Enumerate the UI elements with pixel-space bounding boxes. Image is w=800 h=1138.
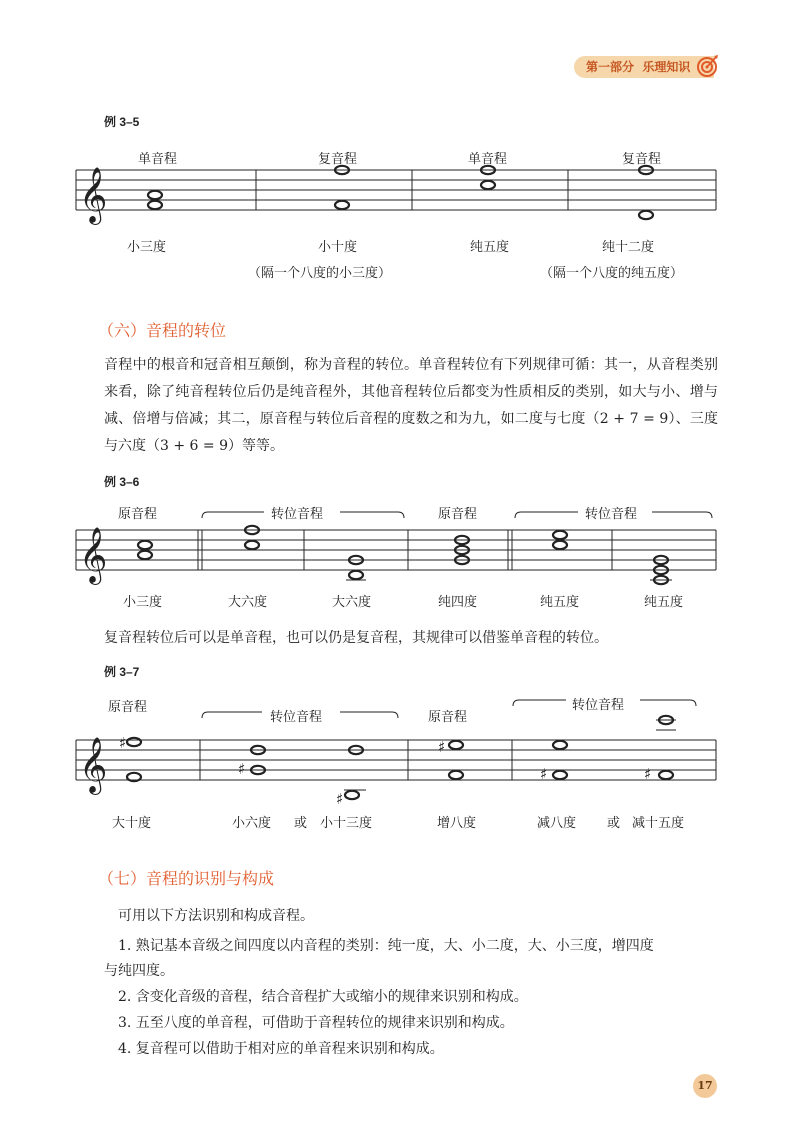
example-label: 例 3–7 [104,665,140,679]
music-staff [0,160,800,230]
treble-clef-icon: 𝄞 [79,737,108,793]
staff-top-label: 原音程 [428,710,468,725]
staff-top-label: 原音程 [438,507,478,522]
interval-note: （隔一个八度的纯五度） [540,266,684,281]
interval-label: 或 [607,816,621,831]
section-title: （六）音程的转位 [98,321,227,340]
staff-top-label: 单音程 [468,152,508,167]
section-title: （七）音程的识别与构成 [98,869,275,888]
interval-note: （隔一个八度的小三度） [248,266,392,281]
interval-label: 减八度 [537,816,577,831]
staff-top-label: 转位音程 [270,710,323,725]
sharp-icon: ♯ [540,765,548,783]
paragraph-text: 复音程转位后可以是单音程，也可以仍是复音程，其规律可以借鉴单音程的转位。 [104,630,608,646]
list-item: 2. 含变化音级的音程，结合音程扩大或缩小的规律来识别和构成。 [118,989,528,1005]
interval-label: 小三度 [127,240,167,255]
interval-label: 小六度 [232,816,272,831]
interval-label: 小十度 [318,240,358,255]
treble-clef-icon: 𝄞 [79,167,108,223]
interval-label: 小十三度 [320,816,373,831]
list-item: 4. 复音程可以借助于相对应的单音程来识别和构成。 [118,1041,444,1057]
sharp-icon: ♯ [438,738,446,756]
interval-label: 纯五度 [644,595,684,610]
treble-clef-icon: 𝄞 [79,527,108,583]
interval-label: 大六度 [332,595,372,610]
staff-top-label: 转位音程 [271,507,324,522]
example-label: 例 3–5 [104,115,140,129]
list-item: 3. 五至八度的单音程，可借助于音程转位的规律来识别和构成。 [118,1015,514,1031]
staff-top-label: 转位音程 [585,507,638,522]
list-item: 1. 熟记基本音级之间四度以内音程的类别：纯一度，大、小二度，大、小三度，增四度 [118,938,654,954]
interval-label: 大六度 [228,595,268,610]
interval-label: 纯五度 [470,240,510,255]
interval-label: 大十度 [112,816,152,831]
interval-label: 纯五度 [540,595,580,610]
sharp-icon: ♯ [336,790,344,808]
page-number: 17 [693,1074,717,1098]
staff-top-label: 原音程 [118,507,158,522]
target-icon [697,54,719,78]
sharp-icon: ♯ [238,760,246,778]
paragraph-text: 音程中的根音和冠音相互颠倒，称为音程的转位。单音程转位有下列规律可循：其一，从音程类别来看，除了纯音程转位后仍是纯音程外，其他音程转位后都变为性质相反的类别，如大与小、增与减、倍增与倍减；其二，原音程与转位后音程的度数之和为九，如二度与七度（2 + 7 = 9）、三度与六度（3 + 6 = 9）等等。 [104,357,718,454]
interval-label: 或 [294,816,308,831]
chapter-header-tab [574,56,714,78]
paragraph-text: 可用以下方法识别和构成音程。 [118,908,314,924]
chapter-title: 乐理知识 [642,60,691,74]
staff-top-label: 转位音程 [572,698,625,713]
sharp-icon: ♯ [119,734,127,752]
example-label: 例 3–6 [104,475,140,489]
music-staff [0,500,800,590]
interval-label: 增八度 [437,816,477,831]
staff-top-label: 复音程 [318,152,358,167]
interval-label: 减十五度 [632,816,685,831]
list-item: 与纯四度。 [104,963,174,979]
music-staff [0,690,800,810]
staff-top-label: 复音程 [622,152,662,167]
interval-label: 纯十二度 [602,240,655,255]
interval-label: 小三度 [123,595,163,610]
staff-top-label: 原音程 [108,700,148,715]
paragraph [104,352,718,460]
staff-top-label: 单音程 [138,152,178,167]
sharp-icon: ♯ [644,765,652,783]
interval-label: 纯四度 [438,595,478,610]
chapter-section: 第一部分 [586,60,635,74]
